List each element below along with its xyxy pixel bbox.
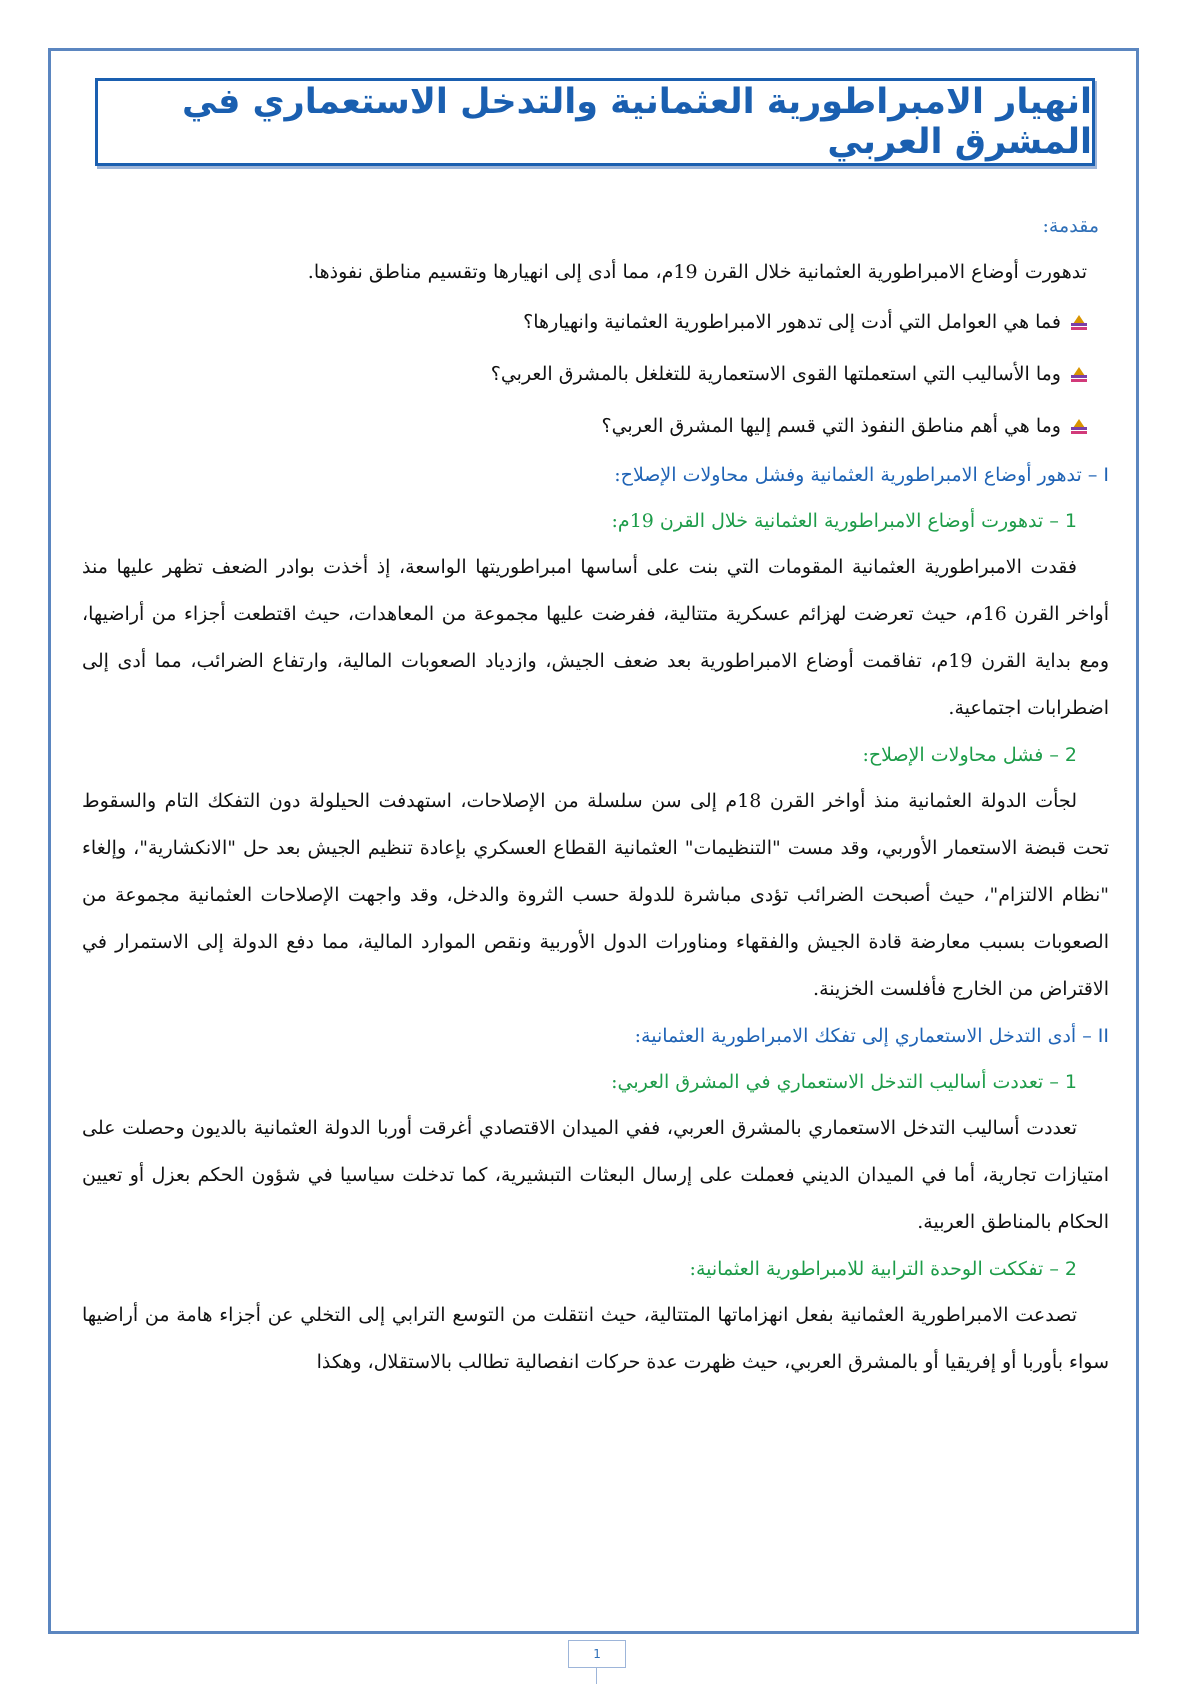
- subsection-number: 2: [1064, 744, 1077, 766]
- document-body: [82, 210, 1109, 1386]
- question-item: [82, 296, 1087, 348]
- section-heading-2: [82, 1013, 1109, 1059]
- section-number: I: [1103, 464, 1109, 486]
- page-title: انهيار الامبراطورية العثمانية والتدخل الاستعماري في المشرق العربي: [182, 82, 1092, 162]
- subsection-heading-2-2: [82, 1246, 1077, 1292]
- subsection-title: – فشل محاولات الإصلاح:: [862, 744, 1059, 766]
- subsection-title: – تدهورت أوضاع الامبراطورية العثمانية خلال القرن 19م:: [611, 510, 1059, 532]
- question-text: وما هي أهم مناطق النفوذ التي قسم إليها المشرق العربي؟: [601, 415, 1061, 437]
- question-text: وما الأساليب التي استعملتها القوى الاستعمارية للتغلغل بالمشرق العربي؟: [490, 363, 1061, 385]
- intro-questions: [82, 296, 1109, 452]
- subsection-heading-1-2: [82, 732, 1077, 778]
- page-number: 1: [568, 1640, 626, 1668]
- subsection-title: – تفككت الوحدة الترابية للامبراطورية العثمانية:: [689, 1258, 1059, 1280]
- intro-paragraph: تدهورت أوضاع الامبراطورية العثمانية خلال القرن 19م، مما أدى إلى انهيارها وتقسيم مناطق نفوذها.: [307, 261, 1087, 283]
- page-number-connector: [596, 1668, 597, 1684]
- subsection-title: – تعددت أساليب التدخل الاستعماري في المشرق العربي:: [611, 1071, 1059, 1093]
- subsection-heading-2-1: [82, 1059, 1077, 1105]
- arrow-bullet-icon: [1071, 314, 1087, 330]
- question-item: [82, 400, 1087, 452]
- subsection-number: 1: [1064, 510, 1077, 532]
- paragraph-1-1: فقدت الامبراطورية العثمانية المقومات التي بنت على أساسها امبراطوريتها الواسعة، إذ أخذت بوادر الضعف تظهر عليها منذ أواخر القرن 16م، حيث تعرضت لهزائم عسكرية متتالية، ففرضت عليها مجموعة من المعاهدات، حيث اقتطعت أجزاء من أراضيها، ومع بداية القرن 19م، تفاقمت أوضاع الامبراطورية بعد ضعف الجيش، وازدياد الصعوبات المالية، وارتفاع الضرائب، مما أدى إلى اضطرابات اجتماعية.: [82, 556, 1109, 719]
- section-heading-1: [82, 452, 1109, 498]
- subsection-number: 1: [1064, 1071, 1077, 1093]
- section-title: – أدى التدخل الاستعماري إلى تفكك الامبراطورية العثمانية:: [634, 1025, 1092, 1047]
- arrow-bullet-icon: [1071, 418, 1087, 434]
- arrow-bullet-icon: [1071, 366, 1087, 382]
- subsection-heading-1-1: [82, 498, 1077, 544]
- section-number: II: [1097, 1025, 1109, 1047]
- paragraph-2-2: تصدعت الامبراطورية العثمانية بفعل انهزاماتها المتتالية، حيث انتقلت من التوسع الترابي إلى التخلي عن أجزاء هامة من أراضيها سواء بأوربا أو إفريقيا أو بالمشرق العربي، حيث ظهرت عدة حركات انفصالية تطالب بالاستقلال، وهكذا: [82, 1304, 1109, 1373]
- title-box: [95, 78, 1095, 166]
- paragraph-1-2: لجأت الدولة العثمانية منذ أواخر القرن 18م إلى سن سلسلة من الإصلاحات، استهدفت الحيلولة دون التفكك التام والسقوط تحت قبضة الاستعمار الأوربي، وقد مست "التنظيمات" العثمانية القطاع العسكري بإعادة تنظيم الجيش بعد حل "الانكشارية"، وإلغاء "نظام الالتزام"، حيث أصبحت الضرائب تؤدى مباشرة للدولة حسب الثروة والدخل، وقد واجهت الإصلاحات العثمانية مجموعة من الصعوبات بسبب معارضة قادة الجيش والفقهاء ومناورات الدول الأوربية ونقص الموارد المالية، مما دفع الدولة إلى الاستمرار في الاقتراض من الخارج فأفلست الخزينة.: [82, 790, 1109, 1000]
- intro-label: مقدمة:: [1042, 215, 1099, 237]
- subsection-number: 2: [1064, 1258, 1077, 1280]
- paragraph-2-1: تعددت أساليب التدخل الاستعماري بالمشرق العربي، ففي الميدان الاقتصادي أغرقت أوربا الدولة العثمانية بالديون وحصلت على امتيازات تجارية، أما في الميدان الديني فعملت على إرسال البعثات التبشيرية، كما تدخلت سياسيا في شؤون الحكم بعزل أو تعيين الحكام بالمناطق العربية.: [82, 1117, 1109, 1233]
- question-text: فما هي العوامل التي أدت إلى تدهور الامبراطورية العثمانية وانهيارها؟: [523, 311, 1061, 333]
- section-title: – تدهور أوضاع الامبراطورية العثمانية وفشل محاولات الإصلاح:: [614, 464, 1098, 486]
- question-item: [82, 348, 1087, 400]
